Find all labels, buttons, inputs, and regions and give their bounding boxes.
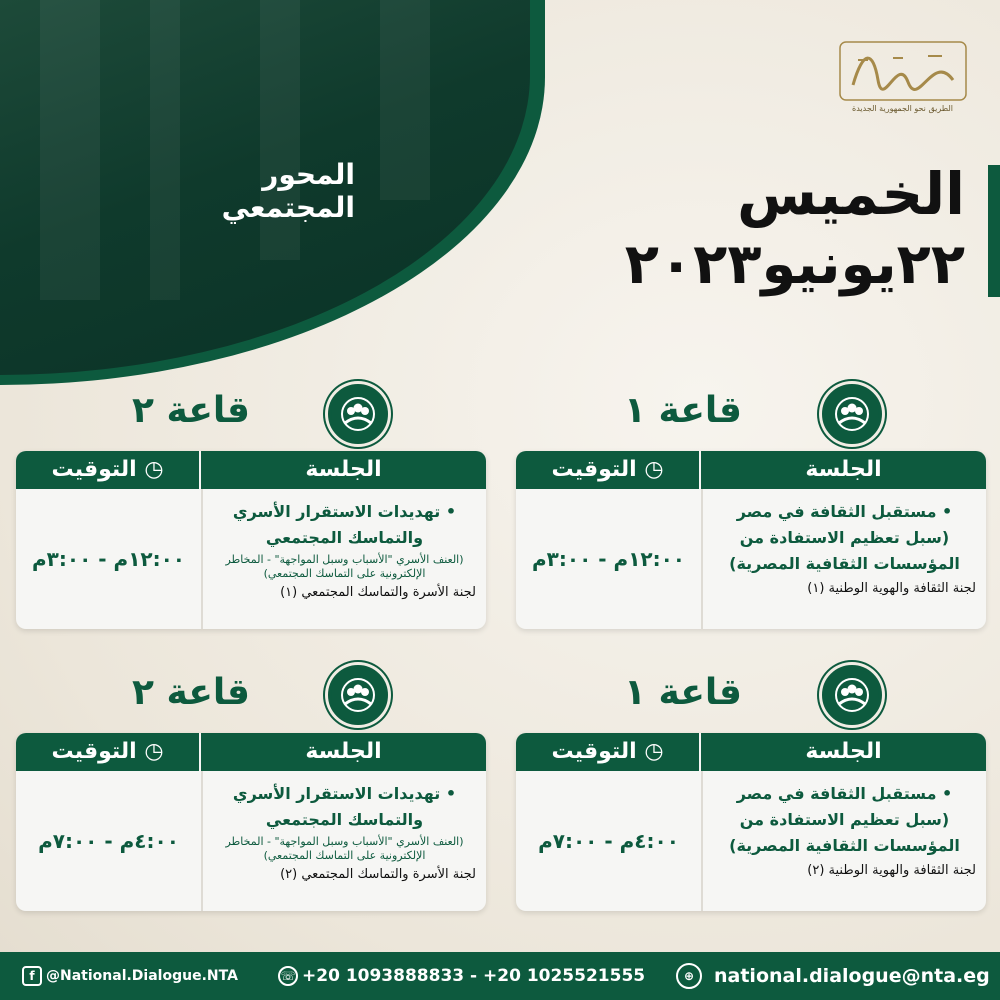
column-session: الجلسة bbox=[699, 451, 986, 489]
clock-icon: ◷ bbox=[136, 457, 164, 482]
card-header bbox=[16, 451, 486, 489]
session-note: (العنف الأسري "الأسباب وسبل المواجهة" - المخاطر الإلكترونية على التماسك المجتمعي) bbox=[225, 553, 464, 580]
session-committee: لجنة الأسرة والتماسك المجتمعي (١) bbox=[280, 585, 476, 600]
logo-subtitle: الطريق نحو الجمهورية الجديدة bbox=[852, 104, 953, 113]
whatsapp-icon: ☏ bbox=[278, 966, 298, 986]
session-card bbox=[516, 733, 986, 911]
national-dialogue-logo bbox=[830, 40, 975, 130]
card-header bbox=[16, 733, 486, 771]
people-group-icon bbox=[822, 384, 882, 444]
session-time: ١٢:٠٠م - ٣:٠٠م bbox=[32, 547, 186, 571]
card-body bbox=[16, 771, 486, 911]
session-committee: لجنة الثقافة والهوية الوطنية (٢) bbox=[807, 863, 976, 878]
facebook-icon: f bbox=[22, 966, 42, 986]
session-cell bbox=[201, 489, 486, 629]
people-group-icon bbox=[328, 665, 388, 725]
hall-title: قاعة ١ bbox=[623, 672, 742, 713]
clock-icon: ◷ bbox=[636, 739, 664, 764]
session-time: ١٢:٠٠م - ٣:٠٠م bbox=[532, 547, 686, 571]
column-time: ◷ التوقيت bbox=[551, 739, 664, 764]
footer-phones[interactable]: ☏ +20 1093888833 - +20 1025521555 bbox=[278, 952, 645, 1000]
date-day: الخميس bbox=[736, 160, 965, 228]
date-full: ٢٢يونيو٢٠٢٣ bbox=[624, 232, 965, 297]
footer-bar bbox=[0, 952, 1000, 1000]
card-header bbox=[516, 451, 986, 489]
session-title: • تهديدات الاستقرار الأسري والتماسك المجتمعي bbox=[232, 502, 457, 547]
clock-icon: ◷ bbox=[636, 457, 664, 482]
card-body bbox=[516, 771, 986, 911]
axis-title: المحور المجتمعي bbox=[221, 158, 355, 224]
column-time: ◷ التوقيت bbox=[51, 457, 164, 482]
people-group-icon bbox=[822, 665, 882, 725]
card-header bbox=[516, 733, 986, 771]
session-title: • مستقبل الثقافة في مصر (سبل تعظيم الاستفادة من المؤسسات الثقافية المصرية) bbox=[729, 784, 960, 855]
session-time: ٤:٠٠م - ٧:٠٠م bbox=[538, 829, 679, 853]
column-session: الجلسة bbox=[199, 451, 486, 489]
date-accent-bar bbox=[988, 165, 1000, 297]
session-card bbox=[16, 451, 486, 629]
session-cell bbox=[701, 771, 986, 911]
logo-calligraphy-icon bbox=[838, 40, 968, 102]
hall-title: قاعة ١ bbox=[623, 390, 742, 431]
session-card bbox=[516, 451, 986, 629]
session-cell bbox=[701, 489, 986, 629]
card-body bbox=[516, 489, 986, 629]
session-card bbox=[16, 733, 486, 911]
column-session: الجلسة bbox=[199, 733, 486, 771]
footer-facebook[interactable]: f @National.Dialogue.NTA bbox=[22, 952, 238, 1000]
session-time: ٤:٠٠م - ٧:٠٠م bbox=[38, 829, 179, 853]
session-cell bbox=[201, 771, 486, 911]
session-title: • مستقبل الثقافة في مصر (سبل تعظيم الاستفادة من المؤسسات الثقافية المصرية) bbox=[729, 502, 960, 573]
globe-icon: ⊕ bbox=[676, 963, 702, 989]
hall-title: قاعة ٢ bbox=[131, 390, 250, 431]
session-committee: لجنة الثقافة والهوية الوطنية (١) bbox=[807, 581, 976, 596]
people-group-icon bbox=[328, 384, 388, 444]
footer-email[interactable]: ⊕ national.dialogue@nta.eg bbox=[676, 952, 990, 1000]
session-committee: لجنة الأسرة والتماسك المجتمعي (٢) bbox=[280, 867, 476, 882]
column-session: الجلسة bbox=[699, 733, 986, 771]
column-time: ◷ التوقيت bbox=[51, 739, 164, 764]
column-time: ◷ التوقيت bbox=[551, 457, 664, 482]
clock-icon: ◷ bbox=[136, 739, 164, 764]
card-body bbox=[16, 489, 486, 629]
hall-title: قاعة ٢ bbox=[131, 672, 250, 713]
session-title: • تهديدات الاستقرار الأسري والتماسك المجتمعي bbox=[232, 784, 457, 829]
session-note: (العنف الأسري "الأسباب وسبل المواجهة" - المخاطر الإلكترونية على التماسك المجتمعي) bbox=[225, 835, 464, 862]
